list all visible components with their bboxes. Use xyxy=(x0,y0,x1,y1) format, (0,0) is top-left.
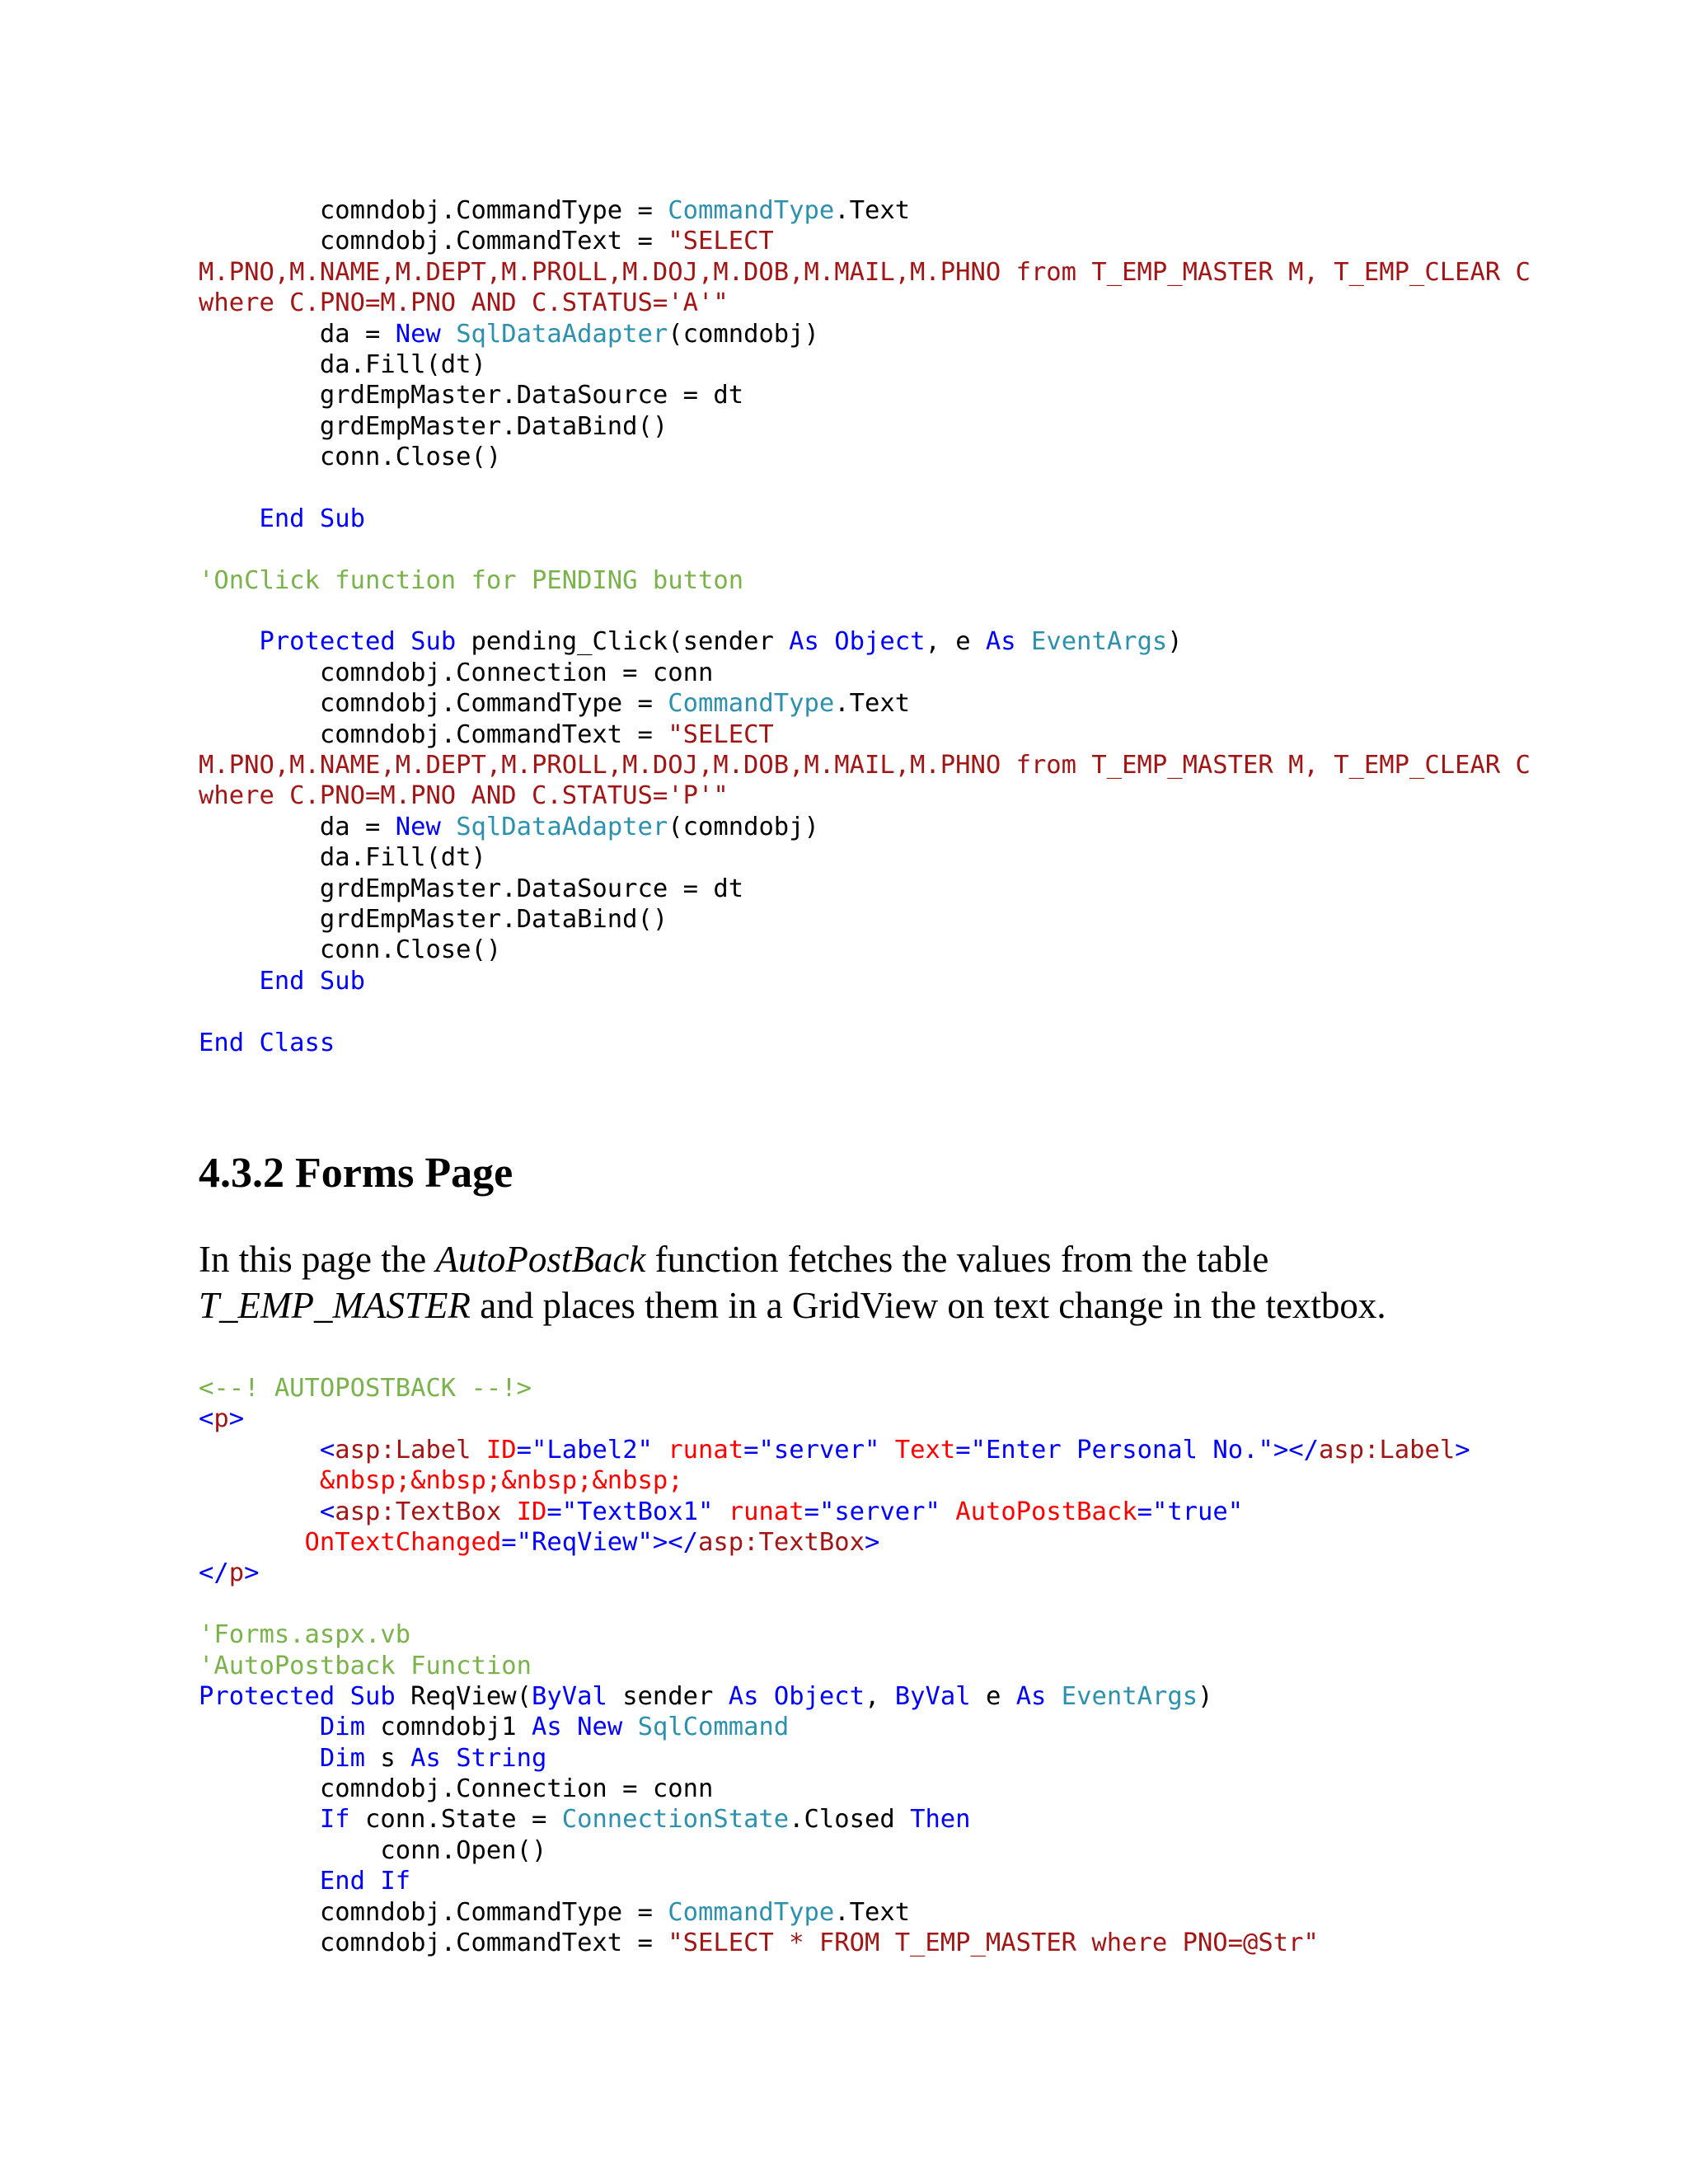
code-token xyxy=(562,1713,577,1741)
code-token xyxy=(501,1497,516,1526)
code-token: ="ReqView"> xyxy=(501,1527,668,1557)
code-line xyxy=(199,1373,1470,1404)
code-line xyxy=(199,1774,1470,1804)
paragraph-emphasis: T_EMP_MASTER xyxy=(199,1285,471,1326)
code-token: Sub xyxy=(349,1681,396,1711)
code-token: > xyxy=(244,1558,260,1588)
code-token: Protected xyxy=(259,627,396,657)
code-token xyxy=(653,1436,668,1465)
code-token: As xyxy=(728,1681,759,1711)
code-token: CommandType xyxy=(668,1897,835,1927)
code-line xyxy=(199,719,1531,750)
code-token: &nbsp;&nbsp;&nbsp;&nbsp; xyxy=(319,1466,683,1496)
code-line xyxy=(199,1527,1470,1558)
code-token: , e xyxy=(925,627,986,657)
code-token: ="Enter Personal No."> xyxy=(955,1435,1289,1465)
code-token: SqlCommand xyxy=(637,1713,790,1742)
code-line xyxy=(199,812,1531,842)
code-token xyxy=(471,1436,486,1465)
code-token: CommandType xyxy=(668,689,835,719)
code-token xyxy=(199,1528,305,1557)
code-token xyxy=(199,1744,320,1773)
code-token: Then xyxy=(910,1805,971,1835)
code-token: M.PNO,M.NAME,M.DEPT,M.PROLL,M.DOJ,M.DOB,M.MAIL,M.PHNO from T_EMP_MASTER M, T_EMP_CLEAR C xyxy=(199,257,1531,287)
code-token: da.Fill(dt) xyxy=(199,349,486,379)
code-token: conn.Open() xyxy=(199,1835,547,1865)
code-token: comndobj.CommandText = xyxy=(199,719,668,749)
code-token xyxy=(879,1436,894,1465)
code-token: da = xyxy=(199,319,396,349)
code-line xyxy=(199,442,1531,472)
code-line xyxy=(199,780,1531,811)
code-line xyxy=(199,1866,1470,1896)
code-token xyxy=(335,1682,349,1711)
code-token: 'AutoPostback Function xyxy=(199,1651,532,1680)
paragraph-text: function fetches the values from the table xyxy=(645,1239,1269,1280)
code-token: ="TextBox1" xyxy=(546,1497,714,1526)
code-token: Dim xyxy=(319,1743,365,1773)
code-token: CommandType xyxy=(668,196,835,225)
code-token xyxy=(199,967,259,996)
code-token xyxy=(396,627,410,656)
code-token: "SELECT xyxy=(668,227,774,256)
code-token: grdEmpMaster.DataBind() xyxy=(199,411,668,441)
code-token: ="server" xyxy=(804,1497,940,1526)
code-line xyxy=(199,1712,1470,1742)
code-token xyxy=(713,1497,728,1526)
code-token: grdEmpMaster.DataSource = dt xyxy=(199,874,744,903)
paragraph-text: In this page the xyxy=(199,1239,436,1280)
code-token: comndobj.CommandType = xyxy=(199,689,668,719)
code-token xyxy=(758,1682,773,1711)
code-token: pending_Click(sender xyxy=(456,627,790,657)
code-token xyxy=(199,1805,320,1834)
code-token: End Sub xyxy=(259,504,365,533)
code-line xyxy=(199,874,1531,904)
code-line xyxy=(199,1028,1531,1058)
code-token: Sub xyxy=(410,627,457,657)
section-heading: 4.3.2 Forms Page xyxy=(199,1150,513,1197)
code-token: da = xyxy=(199,812,396,841)
code-token: </ xyxy=(1288,1435,1319,1465)
code-line xyxy=(199,1435,1470,1465)
code-token: OnTextChanged xyxy=(304,1527,502,1557)
code-token: .Closed xyxy=(789,1805,911,1835)
code-token: .Text xyxy=(834,689,911,719)
code-line xyxy=(199,1619,1470,1650)
code-token xyxy=(441,1744,456,1773)
code-token: comndobj1 xyxy=(365,1713,532,1742)
code-token xyxy=(1046,1682,1061,1711)
code-token: 'Forms.aspx.vb xyxy=(199,1620,411,1650)
code-line xyxy=(199,349,1531,380)
code-token: comndobj.Connection = conn xyxy=(199,658,714,687)
code-line xyxy=(199,1465,1470,1496)
code-block-autopostback xyxy=(199,1373,1470,1958)
code-token: p xyxy=(213,1404,229,1434)
code-token: grdEmpMaster.DataBind() xyxy=(199,904,668,934)
code-token: where C.PNO=M.PNO AND C.STATUS='A'" xyxy=(199,288,729,318)
paragraph-line-1 xyxy=(199,1236,1517,1282)
code-token: asp:Label xyxy=(1318,1435,1456,1465)
code-token: < xyxy=(319,1435,335,1465)
code-token: New xyxy=(395,319,441,349)
code-token: p xyxy=(228,1558,245,1588)
code-line xyxy=(199,1497,1470,1527)
code-token: runat xyxy=(668,1435,744,1465)
code-token: (comndobj) xyxy=(668,812,819,841)
code-token: ID xyxy=(485,1435,517,1465)
code-token: > xyxy=(1455,1435,1470,1465)
code-token xyxy=(199,504,259,533)
code-token: grdEmpMaster.DataSource = dt xyxy=(199,381,744,410)
code-line xyxy=(199,935,1531,965)
code-token: As xyxy=(1015,1681,1047,1711)
code-token: "SELECT * FROM T_EMP_MASTER where PNO=@Str" xyxy=(668,1929,1319,1958)
code-line xyxy=(199,1681,1470,1712)
code-token: End If xyxy=(319,1867,411,1896)
code-line xyxy=(199,1743,1470,1774)
section-paragraph xyxy=(199,1236,1517,1329)
code-token: ="true" xyxy=(1137,1497,1244,1526)
code-token xyxy=(199,1497,320,1526)
code-token: .Text xyxy=(834,196,911,225)
code-token xyxy=(441,320,456,349)
code-token: EventArgs xyxy=(1031,627,1168,657)
code-token: Text xyxy=(894,1435,956,1465)
code-line xyxy=(199,1589,1470,1619)
code-token: comndobj.CommandText = xyxy=(199,1929,668,1958)
code-token: </ xyxy=(668,1527,698,1557)
code-line xyxy=(199,504,1531,534)
code-token: ByVal xyxy=(532,1681,607,1711)
code-token: String xyxy=(456,1743,547,1773)
code-token xyxy=(199,1466,320,1495)
code-token: EventArgs xyxy=(1061,1681,1198,1711)
code-token: ) xyxy=(1167,627,1183,657)
code-token: End Class xyxy=(199,1028,335,1057)
code-token: , xyxy=(865,1681,895,1711)
code-token: conn.Close() xyxy=(199,935,502,965)
code-token: ByVal xyxy=(894,1681,971,1711)
code-line xyxy=(199,226,1531,256)
code-token: M.PNO,M.NAME,M.DEPT,M.PROLL,M.DOJ,M.DOB,M.MAIL,M.PHNO from T_EMP_MASTER M, T_EMP_CLEAR C xyxy=(199,751,1531,780)
code-line xyxy=(199,1835,1470,1866)
code-token xyxy=(199,627,259,656)
code-token: If xyxy=(319,1805,350,1835)
code-token: comndobj.CommandText = xyxy=(199,227,668,256)
code-token: As xyxy=(985,627,1016,657)
code-token: ConnectionState xyxy=(561,1805,790,1835)
code-token: Dim xyxy=(319,1713,365,1742)
code-token: "SELECT xyxy=(668,719,774,749)
code-token: New xyxy=(395,812,441,841)
code-line xyxy=(199,1804,1470,1835)
code-token: 'OnClick function for PENDING button xyxy=(199,565,744,595)
code-line xyxy=(199,1651,1470,1681)
code-line xyxy=(199,288,1531,318)
code-line xyxy=(199,1404,1470,1434)
code-token: SqlDataAdapter xyxy=(456,319,668,349)
code-token: As xyxy=(532,1713,562,1742)
code-token: > xyxy=(865,1527,880,1557)
code-token: ="server" xyxy=(743,1435,880,1465)
code-line xyxy=(199,658,1531,688)
code-line xyxy=(199,842,1531,873)
code-token: s xyxy=(365,1743,411,1773)
code-line xyxy=(199,380,1531,410)
code-line xyxy=(199,596,1531,626)
code-token: Object xyxy=(834,627,926,657)
code-line xyxy=(199,750,1531,780)
code-line xyxy=(199,904,1531,935)
code-block-vb-handlers xyxy=(199,195,1531,1058)
code-token: conn.State = xyxy=(349,1805,562,1835)
code-token: </ xyxy=(199,1558,229,1588)
code-token xyxy=(199,1713,320,1741)
code-token: Object xyxy=(773,1681,865,1711)
code-token: (comndobj) xyxy=(668,319,819,349)
code-token: As xyxy=(789,627,819,657)
code-line xyxy=(199,1928,1470,1958)
code-token: ="Label2" xyxy=(516,1435,653,1465)
code-token: conn.Close() xyxy=(199,443,502,472)
code-token: e xyxy=(970,1681,1016,1711)
code-token: ReqView( xyxy=(395,1681,532,1711)
code-token: runat xyxy=(728,1497,804,1526)
code-token: > xyxy=(228,1404,245,1434)
code-token xyxy=(199,1867,320,1896)
code-line xyxy=(199,688,1531,719)
code-token: ) xyxy=(1198,1681,1213,1711)
code-token: As xyxy=(410,1743,441,1773)
paragraph-text: and places them in a GridView on text change in the textbox. xyxy=(470,1285,1386,1326)
code-token: AutoPostBack xyxy=(955,1497,1137,1526)
code-token xyxy=(622,1713,637,1741)
code-token: <--! AUTOPOSTBACK --!> xyxy=(199,1374,532,1403)
code-token: < xyxy=(199,1404,214,1434)
paragraph-line-2 xyxy=(199,1282,1517,1329)
code-line xyxy=(199,1897,1470,1928)
code-line xyxy=(199,534,1531,565)
code-token: asp:Label xyxy=(335,1435,471,1465)
code-token xyxy=(199,1436,320,1465)
code-token: da.Fill(dt) xyxy=(199,843,486,873)
code-line xyxy=(199,966,1531,996)
code-token: End Sub xyxy=(259,966,365,996)
code-line xyxy=(199,319,1531,349)
code-token: where C.PNO=M.PNO AND C.STATUS='P'" xyxy=(199,781,729,811)
code-token: ID xyxy=(516,1497,547,1526)
code-token: .Text xyxy=(834,1897,911,1927)
code-token: asp:TextBox xyxy=(335,1497,502,1526)
code-token xyxy=(819,627,834,656)
code-token: sender xyxy=(607,1681,729,1711)
code-line xyxy=(199,411,1531,442)
code-token: asp:TextBox xyxy=(698,1527,865,1557)
code-token: Protected xyxy=(199,1681,335,1711)
code-token: New xyxy=(577,1713,623,1742)
code-token: comndobj.CommandType = xyxy=(199,1897,668,1927)
code-line xyxy=(199,565,1531,596)
code-line xyxy=(199,257,1531,288)
code-token: comndobj.CommandType = xyxy=(199,196,668,225)
code-line xyxy=(199,996,1531,1027)
code-token: comndobj.Connection = conn xyxy=(199,1774,714,1804)
code-line xyxy=(199,195,1531,226)
code-line xyxy=(199,473,1531,504)
code-line xyxy=(199,1558,1470,1588)
code-token: SqlDataAdapter xyxy=(456,812,668,841)
code-token xyxy=(940,1497,955,1526)
paragraph-emphasis: AutoPostBack xyxy=(435,1239,646,1280)
code-token xyxy=(441,813,456,841)
code-token: < xyxy=(319,1497,335,1526)
code-line xyxy=(199,626,1531,657)
code-token xyxy=(1016,627,1031,656)
